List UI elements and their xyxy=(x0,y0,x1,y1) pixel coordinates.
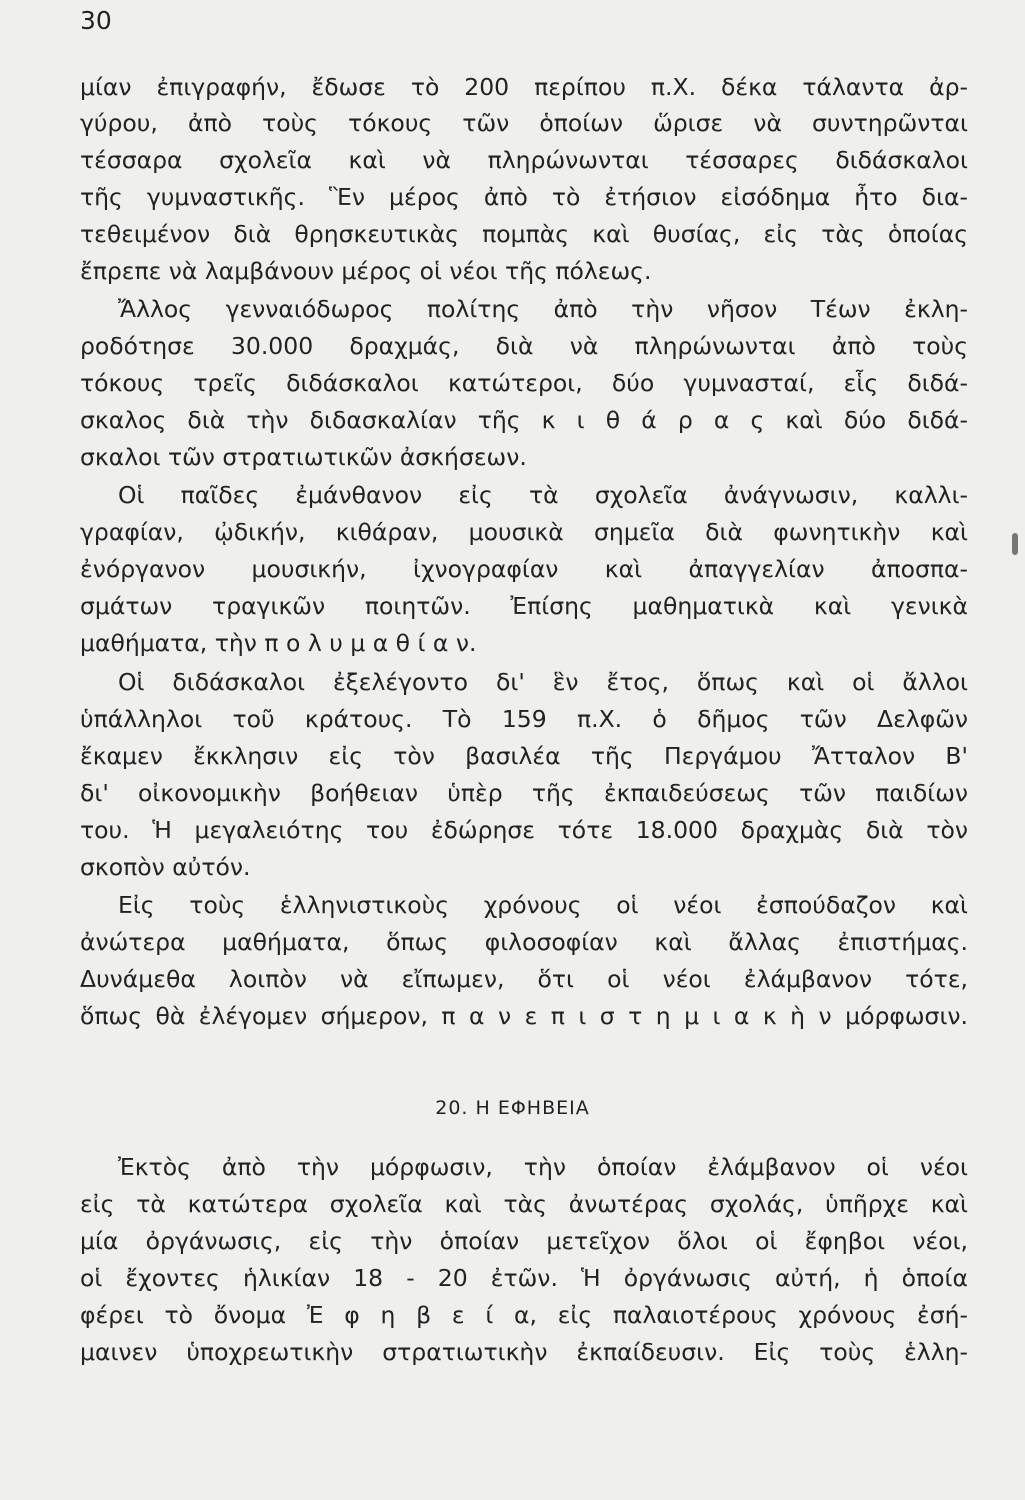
ink-spot xyxy=(1012,533,1018,555)
text-line: εἰς τὰ κατώτερα σχολεῖα καὶ τὰς ἀνωτέρας σχολάς, ὑπῆρχε καὶ xyxy=(80,1190,968,1218)
text-line: σκαλος διὰ τὴν διδασκαλίαν τῆς κ ι θ ά ρ α ς καὶ δύο διδά- xyxy=(80,406,968,434)
text-line: μίαν ἐπιγραφήν, ἔδωσε τὸ 200 περίπου π.Χ. δέκα τάλαντα ἀρ- xyxy=(80,73,968,101)
page-number: 30 xyxy=(80,6,112,35)
text-line: ὑπάλληλοι τοῦ κράτους. Τὸ 159 π.Χ. ὁ δῆμος τῶν Δελφῶν xyxy=(80,705,968,733)
text-line: τεθειμένον διὰ θρησκευτικὰς πομπὰς καὶ θυσίας, εἰς τὰς ὁποίας xyxy=(80,220,968,248)
text-line: δι' οἰκονομικὴν βοήθειαν ὑπὲρ τῆς ἐκπαιδεύσεως τῶν παιδίων xyxy=(80,779,968,807)
text-line: Ἐκτὸς ἀπὸ τὴν μόρφωσιν, τὴν ὁποίαν ἐλάμβανον οἱ νέοι xyxy=(118,1153,968,1181)
text-line: Οἱ διδάσκαλοι ἐξελέγοντο δι' ἓν ἔτος, ὅπως καὶ οἱ ἄλλοι xyxy=(118,668,968,696)
text-line: μία ὀργάνωσις, εἰς τὴν ὁποίαν μετεῖχον ὅλοι οἱ ἔφηβοι νέοι, xyxy=(80,1227,968,1255)
text-line: μαινεν ὑποχρεωτικὴν στρατιωτικὴν ἐκπαίδευσιν. Εἰς τοὺς ἑλλη- xyxy=(80,1338,968,1366)
text-line: τόκους τρεῖς διδάσκαλοι κατώτεροι, δύο γυμνασταί, εἷς διδά- xyxy=(80,369,968,397)
text-line: σκοπὸν αὐτόν. xyxy=(80,853,251,881)
text-line: Εἰς τοὺς ἑλληνιστικοὺς χρόνους οἱ νέοι ἐσπούδαζον καὶ xyxy=(118,891,968,919)
text-line: τέσσαρα σχολεῖα καὶ νὰ πληρώνωνται τέσσαρες διδάσκαλοι xyxy=(80,146,968,174)
text-line: σκαλοι τῶν στρατιωτικῶν ἀσκήσεων. xyxy=(80,443,527,471)
text-line: ροδότησε 30.000 δραχμάς, διὰ νὰ πληρώνωνται ἀπὸ τοὺς xyxy=(80,332,968,360)
text-line: ἔκαμεν ἔκκλησιν εἰς τὸν βασιλέα τῆς Περγάμου Ἄτταλον Β' xyxy=(80,742,968,770)
text-line: γραφίαν, ᾠδικήν, κιθάραν, μουσικὰ σημεῖα διὰ φωνητικὴν καὶ xyxy=(80,518,968,546)
text-line: σμάτων τραγικῶν ποιητῶν. Ἐπίσης μαθηματικὰ καὶ γενικὰ xyxy=(80,592,968,620)
text-line: γύρου, ἀπὸ τοὺς τόκους τῶν ὁποίων ὥρισε νὰ συντηρῶνται xyxy=(80,109,968,137)
text-line: ἀνώτερα μαθήματα, ὅπως φιλοσοφίαν καὶ ἄλλας ἐπιστήμας. xyxy=(80,928,968,956)
text-line: Οἱ παῖδες ἐμάνθανον εἰς τὰ σχολεῖα ἀνάγνωσιν, καλλι- xyxy=(118,481,968,509)
text-line: ὅπως θὰ ἐλέγομεν σήμερον, π α ν ε π ι σ τ η μ ι α κ ὴ ν μόρφωσιν. xyxy=(80,1002,968,1030)
text-line: ἐνόργανον μουσικήν, ἰχνογραφίαν καὶ ἀπαγγελίαν ἀποσπα- xyxy=(80,555,968,583)
text-line: φέρει τὸ ὄνομα Ἐ φ η β ε ί α, εἰς παλαιοτέρους χρόνους ἐσή- xyxy=(80,1301,968,1329)
text-line: του. Ἡ μεγαλειότης του ἐδώρησε τότε 18.000 δραχμὰς διὰ τὸν xyxy=(80,816,968,844)
text-line: Δυνάμεθα λοιπὸν νὰ εἴπωμεν, ὅτι οἱ νέοι ἐλάμβανον τότε, xyxy=(80,965,968,993)
text-line: ἔπρεπε νὰ λαμβάνουν μέρος οἱ νέοι τῆς πόλεως. xyxy=(80,257,652,285)
text-line: Ἄλλος γενναιόδωρος πολίτης ἀπὸ τὴν νῆσον Τέων ἐκλη- xyxy=(118,295,968,323)
section-heading: 20. Η ΕΦΗΒΕΙΑ xyxy=(435,1097,590,1119)
text-line: τῆς γυμναστικῆς. Ἓν μέρος ἀπὸ τὸ ἐτήσιον εἰσόδημα ἦτο δια- xyxy=(80,183,968,211)
text-line: οἱ ἔχοντες ἡλικίαν 18 - 20 ἐτῶν. Ἡ ὀργάνωσις αὐτή, ἡ ὁποία xyxy=(80,1264,968,1292)
text-line: μαθήματα, τὴν π ο λ υ μ α θ ί α ν. xyxy=(80,629,477,657)
